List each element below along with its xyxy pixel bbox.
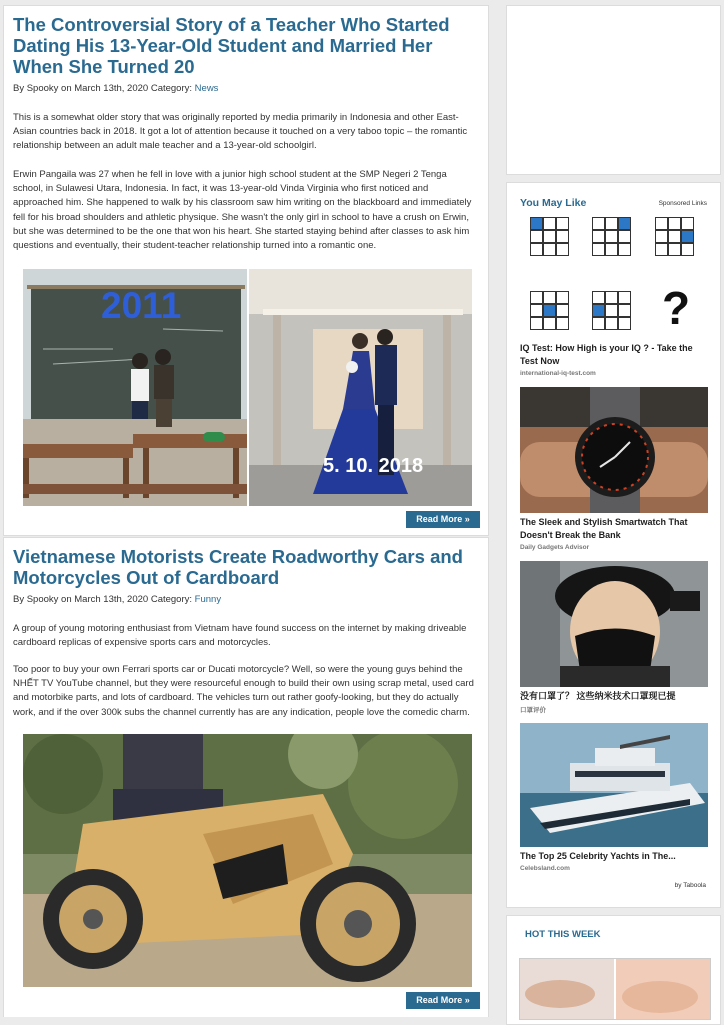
hot-this-week-widget: [506, 915, 721, 1025]
post-paragraph: Erwin Pangaila was 27 when he fell in love with a junior high school student at the SMP Negeri 2 Tenga school, in Sulawesi Utara, Indonesia. In fact, it was 13-year-old Vinda Virginia who first noticed and approached him. She happened to walk by his classroom saw him writing on the blackboard and immediately fell for his broad shoulders and athletic physique. She wasn't the only girl in school to have a crush on Erwin, but she was determined to be the one that won his heart. She started staying behind after classes to ask him questions and eventually, their student-teacher relationship turned into a romantic one.: [13, 169, 472, 252]
smartwatch-icon[interactable]: [520, 387, 708, 513]
card-source: Celebsland.com: [520, 865, 570, 872]
post-paragraph: This is a somewhat older story that was originally reported by media primarily in Indonesia and other East-Asian countries back in 2018. It got a lot of attention because it touched on a very taboo topic – the romantic relationship between an adult male teacher and a 13-year-old schoolgirl.: [13, 112, 468, 152]
motorcycle-photo: [23, 734, 472, 987]
mask-icon[interactable]: [520, 561, 708, 687]
hands-photo: [520, 959, 710, 1019]
post-paragraph: A group of young motoring enthusiast from Vietnam have found success on the internet by making driveable cardboard replicas of expensive sports cars and motorcycles.: [13, 623, 467, 649]
card-source: Daily Gadgets Advisor: [520, 544, 590, 551]
ad-slot: [506, 5, 721, 175]
category-link[interactable]: Funny: [194, 594, 222, 605]
you-may-like-widget: [506, 182, 721, 908]
post-title[interactable]: The Controversial Story of a Teacher Who Started Dating His 13-Year-Old Student and Married Her When She Turned 20: [13, 14, 450, 77]
card-title[interactable]: The Top 25 Celebrity Yachts in The...: [520, 851, 676, 861]
question-mark-icon: ?: [662, 282, 691, 334]
hot-this-week-heading: HOT THIS WEEK: [525, 929, 601, 940]
you-may-like-heading: You May Like: [520, 197, 587, 209]
card-title[interactable]: IQ Test: How High is your IQ ? - Take the Test Now: [520, 343, 693, 366]
post-byline: [13, 83, 218, 94]
post-byline: [13, 594, 221, 605]
card-source: 口罩评价: [520, 707, 546, 714]
mask-photo: [520, 561, 708, 687]
read-more-button[interactable]: Read More »: [406, 511, 480, 528]
card-title[interactable]: 没有口罩了？ 这些纳米技术口罩现已提: [520, 691, 676, 701]
photo-label-2011: 2011: [101, 285, 182, 326]
card-source: international-iq-test.com: [520, 370, 596, 377]
hot-post-thumbnail[interactable]: [519, 958, 711, 1020]
yacht-icon[interactable]: [520, 723, 708, 847]
byline-text: By Spooky on March 13th, 2020 Category:: [13, 83, 195, 94]
photo-label-2018: 5. 10. 2018: [323, 455, 424, 477]
article-card-cardboard-vehicles: [3, 537, 489, 1017]
yacht-photo: [520, 723, 708, 847]
iq-puzzle-icon[interactable]: [520, 213, 708, 339]
post-image-wedding[interactable]: [23, 269, 472, 506]
byline-text: By Spooky on March 13th, 2020 Category:: [13, 594, 195, 605]
card-title[interactable]: The Sleek and Stylish Smartwatch That Doesn't Break the Bank: [520, 517, 688, 540]
taboola-attribution-link[interactable]: by Taboola: [674, 882, 706, 889]
post-image-cardboard-motorcycle[interactable]: [23, 734, 472, 987]
post-title[interactable]: Vietnamese Motorists Create Roadworthy Cars and Motorcycles Out of Cardboard: [13, 546, 463, 588]
smartwatch-photo: [520, 387, 708, 513]
category-link[interactable]: News: [194, 83, 219, 94]
sponsored-links-label[interactable]: Sponsored Links: [658, 200, 707, 207]
read-more-button[interactable]: Read More »: [406, 992, 480, 1009]
article-card-teacher-story: [3, 5, 489, 536]
post-paragraph: Too poor to buy your own Ferrari sports car or Ducati motorcycle? Well, so were the young guys behind the NHẾT TV YouTube channel, but they were resourceful enough to build their own using scrap metal, used card and motorbike parts, and lots of cardboard. The vehicles turn out rather goofy-looking, but they do actually work, and if the over 300k subs the channel currently has are any indication, people love the comedic charm.: [13, 664, 474, 718]
